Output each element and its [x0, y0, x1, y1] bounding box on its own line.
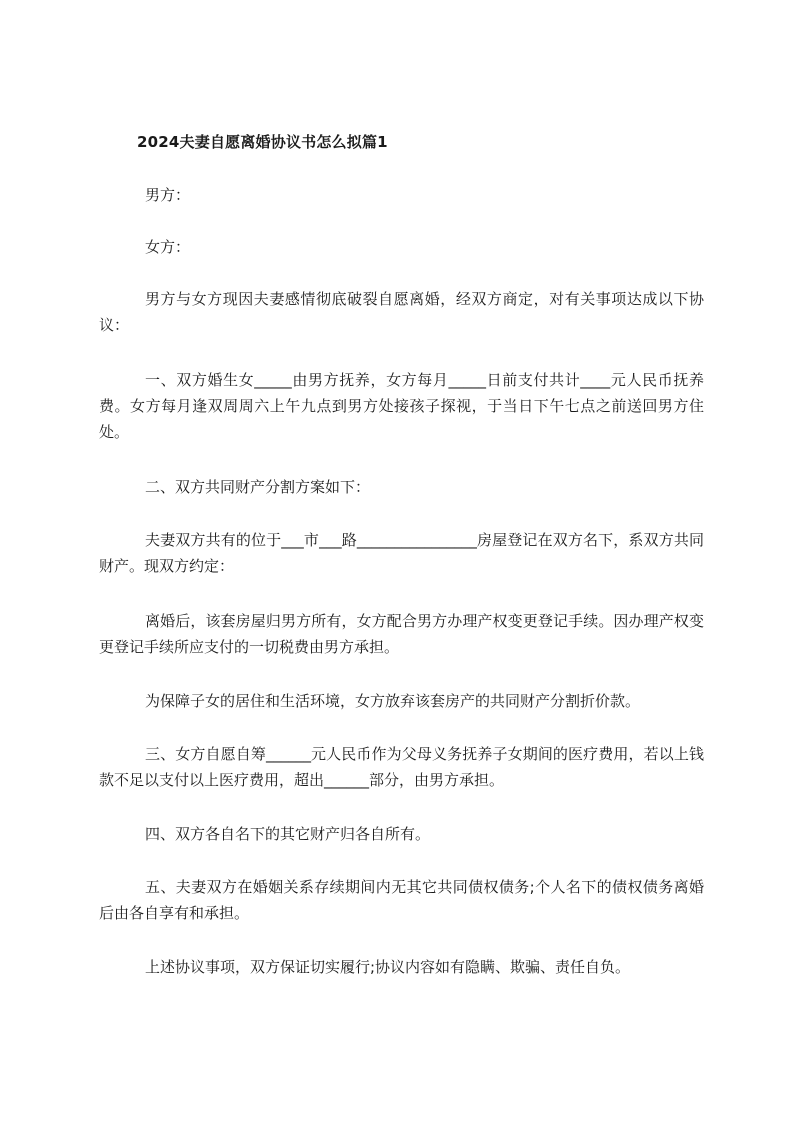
paragraph-clause-3: 三、女方自愿自筹______元人民币作为父母义务抚养子女期间的医疗费用，若以上钱款不足以支付以上医疗费用，超出______部分，由男方承担。 — [99, 745, 704, 789]
document-title: 2024夫妻自愿离婚协议书怎么拟篇1 — [137, 133, 388, 151]
paragraph-male-party: 男方： — [145, 186, 191, 204]
paragraph-clause-2: 二、双方共同财产分割方案如下： — [145, 478, 371, 496]
paragraph-intro: 男方与女方现因夫妻感情彻底破裂自愿离婚，经双方商定，对有关事项达成以下协议： — [99, 290, 704, 334]
paragraph-guarantee: 上述协议事项，双方保证切实履行;协议内容如有隐瞒、欺骗、责任自负。 — [145, 958, 631, 976]
paragraph-clause-4: 四、双方各自名下的其它财产归各自所有。 — [145, 825, 431, 843]
paragraph-clause-5: 五、夫妻双方在婚姻关系存续期间内无其它共同债权债务;个人名下的债权债务离婚后由各自享有和承担。 — [99, 878, 704, 922]
paragraph-waiver: 为保障子女的居住和生活环境，女方放弃该套房产的共同财产分割折价款。 — [145, 692, 641, 710]
paragraph-house-ownership: 离婚后，该套房屋归男方所有，女方配合男方办理产权变更登记手续。因办理产权变更登记手续所应支付的一切税费由男方承担。 — [99, 612, 704, 656]
paragraph-female-party: 女方： — [145, 238, 191, 256]
paragraph-clause-1: 一、双方婚生女_____由男方抚养，女方每月_____日前支付共计____元人民币抚养费。女方每月逢双周周六上午九点到男方处接孩子探视，于当日下午七点之前送回男方住处。 — [99, 371, 704, 441]
paragraph-property: 夫妻双方共有的位于___市___路________________房屋登记在双方名下，系双方共同财产。现双方约定： — [99, 531, 704, 575]
